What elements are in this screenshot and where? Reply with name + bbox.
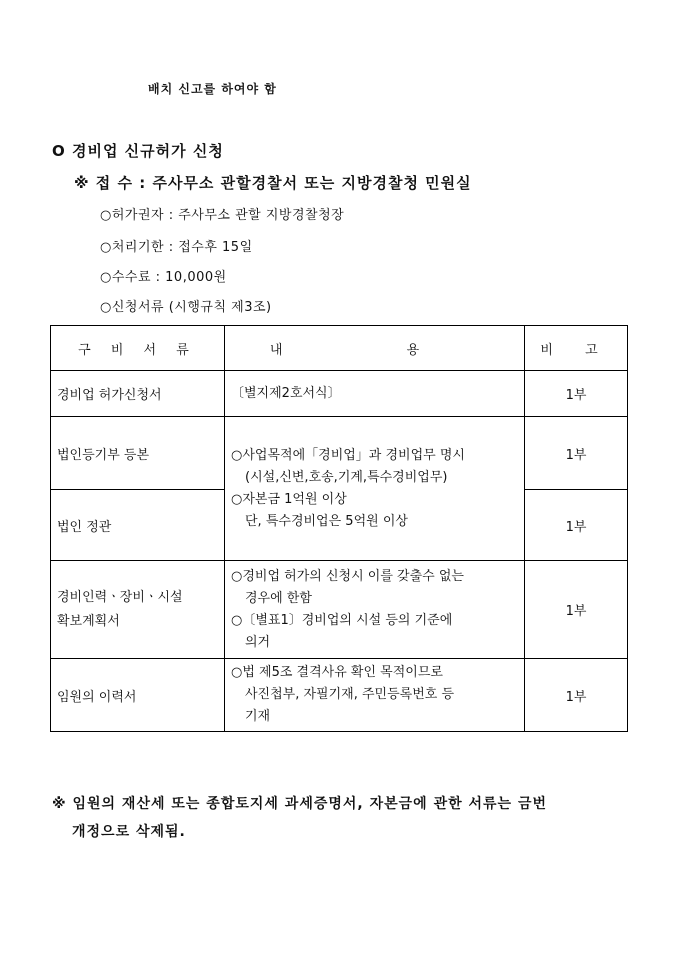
footnote-line: 개정으로 삭제됨.: [72, 824, 186, 840]
top-note: 배치 신고를 하여야 함: [148, 82, 277, 96]
footnote-line: ※ 임원의 재산세 또는 종합토지세 과세증명서, 자본금에 관한 서류는 금번: [52, 796, 547, 812]
header-documents: 구 비 서 류: [51, 326, 225, 371]
doc-name: 법인 정관: [51, 490, 225, 561]
doc-note: 1부: [525, 561, 628, 659]
deadline-info: ○처리기한 : 접수후 15일: [100, 240, 253, 255]
doc-name-line: 경비인력ㆍ장비ㆍ시설: [57, 589, 183, 605]
doc-name: 경비업 허가신청서: [51, 371, 225, 417]
doc-note: 1부: [525, 417, 628, 490]
reception-info: ※ 접 수 : 주사무소 관할경찰서 또는 지방경찰청 민원실: [74, 174, 472, 192]
doc-content: [225, 659, 525, 732]
doc-content: [225, 561, 525, 659]
content-line: ○경비업 허가의 신청시 이를 갖출수 없는: [231, 568, 464, 584]
content-line: 기재: [245, 709, 271, 724]
content-line: ○사업목적에「경비업」과 경비업무 명시: [231, 447, 465, 463]
table-row: [51, 561, 628, 659]
content-line: 사진첩부, 자필기재, 주민등록번호 등: [245, 687, 455, 702]
table-row: [51, 417, 628, 490]
header-content: 내 용: [225, 326, 525, 371]
doc-note: 1부: [525, 371, 628, 417]
documents-info: ○신청서류 (시행규칙 제3조): [100, 300, 272, 315]
content-line: 단, 특수경비업은 5억원 이상: [245, 513, 408, 529]
content-line: ○〔별표1〕경비업의 시설 등의 기준에: [231, 612, 453, 628]
content-line: 의거: [245, 634, 271, 650]
section-title: O 경비업 신규허가 신청: [52, 142, 224, 160]
fee-info: ○수수료 : 10,000원: [100, 270, 227, 285]
table-row: [51, 659, 628, 732]
table-row: [51, 371, 628, 417]
content-line: 경우에 한함: [245, 590, 312, 606]
doc-name: [51, 561, 225, 659]
content-line: (시설,신변,호송,기계,특수경비업무): [245, 469, 448, 485]
footnote: [52, 790, 642, 846]
doc-note: 1부: [525, 490, 628, 561]
header-note: 비 고: [525, 326, 628, 371]
content-line: ○법 제5조 결격사유 확인 목적이므로: [231, 665, 443, 680]
doc-name: 법인등기부 등본: [51, 417, 225, 490]
doc-content: 〔별지제2호서식〕: [225, 371, 525, 417]
doc-note: 1부: [525, 659, 628, 732]
required-documents-table: [50, 325, 628, 732]
doc-content-merged: [225, 417, 525, 561]
doc-name: 임원의 이력서: [51, 659, 225, 732]
authority-info: ○허가권자 : 주사무소 관할 지방경찰청장: [100, 208, 345, 223]
content-line: ○자본금 1억원 이상: [231, 491, 347, 507]
table-header-row: [51, 326, 628, 371]
doc-name-line: 확보계획서: [57, 613, 120, 629]
